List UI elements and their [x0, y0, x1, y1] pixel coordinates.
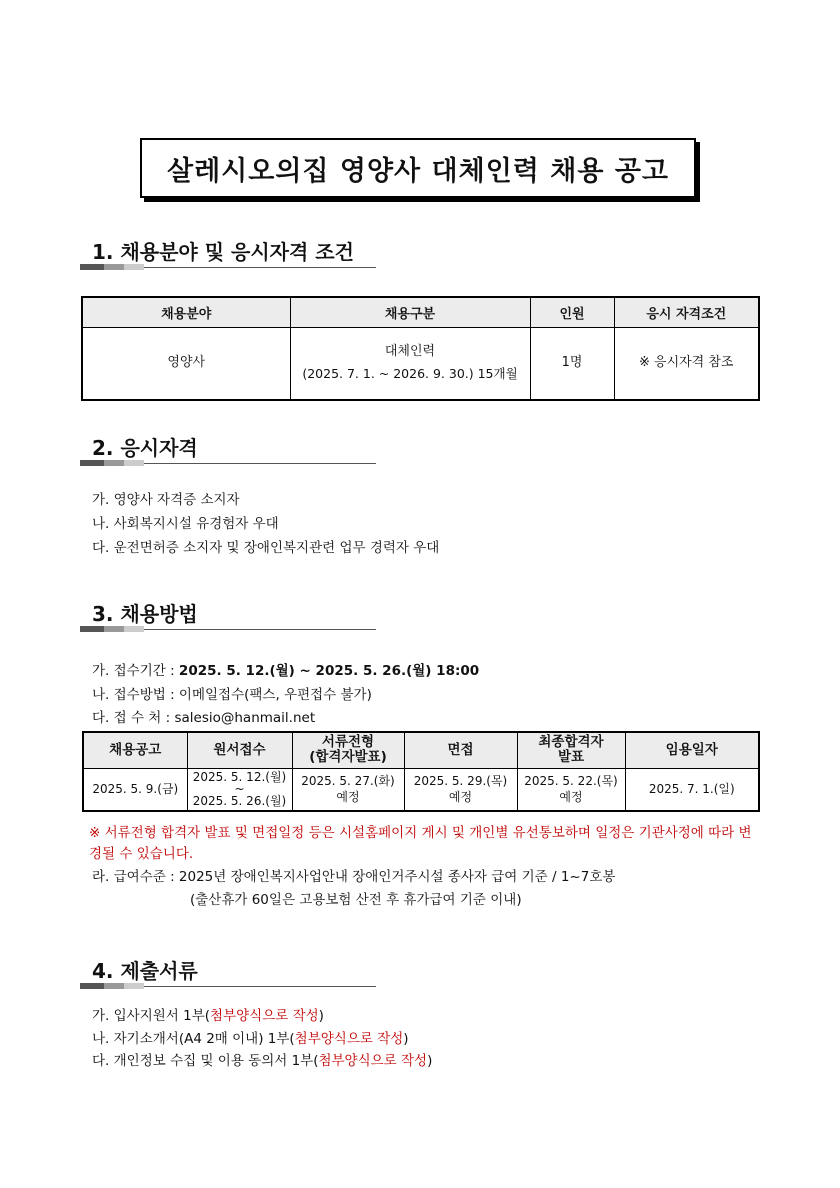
cell-count: 1명	[530, 327, 614, 400]
application-period	[92, 659, 479, 679]
section1-underline	[80, 264, 376, 270]
header-document-line1: 서류전형	[321, 734, 375, 751]
document-item-close: )	[403, 1031, 409, 1047]
section2-heading: 2. 응시자격	[92, 436, 198, 460]
section4-underline	[80, 983, 376, 989]
period-label: 가. 접수기간 :	[92, 663, 179, 679]
cell-appointment-date: 2025. 7. 1.(일)	[625, 768, 759, 811]
section3-underline	[80, 626, 376, 632]
document-item-close: )	[427, 1053, 433, 1069]
period-value: 2025. 5. 12.(월) ~ 2025. 5. 26.(월) 18:00	[178, 663, 480, 679]
cell-document-date	[292, 768, 404, 811]
cell-notice-date: 2025. 5. 9.(금)	[83, 768, 187, 811]
final-date: 2025. 5. 22.(목)	[524, 774, 618, 789]
interview-date: 2025. 5. 29.(목)	[413, 774, 508, 789]
section1-heading: 1. 채용분야 및 응시자격 조건	[92, 240, 354, 264]
document-item-form-note: 첨부양식으로 작성	[294, 1031, 404, 1047]
header-appointment: 임용일자	[625, 732, 759, 768]
document-note: 예정	[336, 790, 360, 805]
apply-tilde: ~	[234, 782, 245, 797]
apply-end: 2025. 5. 26.(월)	[192, 794, 287, 809]
interview-note: 예정	[448, 790, 473, 805]
cell-final-date	[517, 768, 625, 811]
cell-type	[290, 327, 530, 400]
recruit-table	[81, 296, 760, 401]
final-note: 예정	[559, 790, 583, 805]
header-final-line2: 발표	[557, 749, 585, 766]
cell-qualification: ※ 응시자격 참조	[614, 327, 759, 400]
table-row	[82, 327, 759, 400]
title-banner	[140, 138, 700, 202]
header-interview: 면접	[404, 732, 517, 768]
table-header-row	[82, 297, 759, 327]
document-item	[92, 1004, 324, 1024]
application-method: 나. 접수방법 : 이메일접수(팩스, 우편접수 불가)	[92, 687, 372, 703]
header-count: 인원	[530, 297, 614, 327]
schedule-table	[82, 731, 760, 812]
schedule-notice: ※ 서류전형 합격자 발표 및 면접일정 등은 시설홈페이지 게시 및 개인별 유선통보하며 일정은 기관사정에 따라 변경될 수 있습니다.	[89, 825, 752, 862]
page-title: 살레시오의집 영양사 대체인력 채용 공고	[140, 138, 696, 198]
cell-type-main: 대체인력	[384, 344, 436, 360]
document-item-form-note: 첨부양식으로 작성	[318, 1053, 428, 1069]
cell-type-period: (2025. 7. 1. ~ 2026. 9. 30.) 15개월	[302, 366, 518, 382]
qualification-item: 다. 운전면허증 소지자 및 장애인복지관련 업무 경력자 우대	[92, 540, 440, 556]
document-item-text: 다. 개인정보 수집 및 이용 동의서 1부(	[92, 1053, 319, 1069]
qualification-item: 가. 영양사 자격증 소지자	[92, 492, 240, 508]
header-document	[292, 732, 404, 768]
header-document-line2: (합격자발표)	[309, 749, 387, 766]
application-address: 다. 접 수 처 : salesio@hanmail.net	[92, 710, 316, 726]
salary-note: (출산휴가 60일은 고용보험 산전 후 휴가급여 기준 이내)	[190, 892, 522, 908]
header-type: 채용구분	[290, 297, 530, 327]
cell-apply-dates	[187, 768, 292, 811]
document-item-text: 가. 입사지원서 1부(	[92, 1008, 211, 1024]
section4-heading: 4. 제출서류	[92, 959, 198, 983]
table-row	[83, 768, 759, 811]
section3-heading: 3. 채용방법	[92, 602, 198, 626]
document-item	[92, 1049, 432, 1069]
document-date: 2025. 5. 27.(화)	[301, 774, 395, 789]
header-apply: 원서접수	[187, 732, 292, 768]
document-item-close: )	[318, 1008, 324, 1024]
document-item	[92, 1027, 409, 1047]
apply-start: 2025. 5. 12.(월)	[192, 770, 287, 785]
salary-level: 라. 급여수준 : 2025년 장애인복지사업안내 장애인거주시설 종사자 급여 기준 / 1~7호봉	[92, 869, 616, 885]
header-notice: 채용공고	[83, 732, 187, 768]
header-final	[517, 732, 625, 768]
cell-interview-date	[404, 768, 517, 811]
header-final-line1: 최종합격자	[538, 734, 604, 751]
document-item-form-note: 첨부양식으로 작성	[210, 1008, 319, 1024]
section2-underline	[80, 460, 376, 466]
qualification-item: 나. 사회복지시설 유경험자 우대	[92, 516, 279, 532]
header-qualification: 응시 자격조건	[614, 297, 759, 327]
header-field: 채용분야	[82, 297, 290, 327]
document-item-text: 나. 자기소개서(A4 2매 이내) 1부(	[92, 1031, 295, 1047]
cell-field: 영양사	[82, 327, 290, 400]
schedule-header-row	[83, 732, 759, 768]
